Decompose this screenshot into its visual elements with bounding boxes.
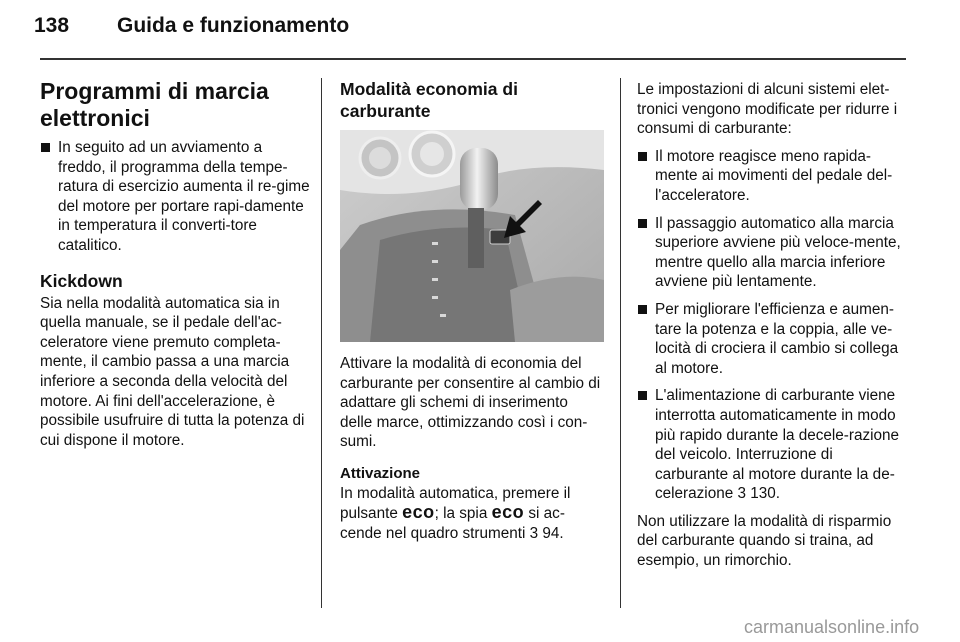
page-ref-icon: 3	[529, 524, 539, 542]
bullet-cold-start: In seguito ad un avviamento a freddo, il programma della tempe-ratura di esercizio aumenta il re-gime del motore per portare rapi-damente in temperatura il converti-tore catalitico.	[40, 138, 310, 256]
eco-symbol: eco	[402, 502, 435, 523]
page-ref-icon: 3	[737, 485, 746, 503]
bullet-engine-response: Il motore reagisce meno rapida-mente ai movimenti del pedale del-l'acceleratore.	[637, 147, 905, 206]
column-divider-1	[321, 78, 322, 608]
settings-intro: Le impostazioni di alcuni sistemi elet-tronici vengono modificate per ridurre i consumi di carburante:	[637, 81, 898, 138]
heading-activation: Attivazione	[340, 464, 421, 482]
header-rule	[40, 58, 906, 60]
column-middle	[340, 78, 604, 551]
kickdown-text: Sia nella modalità automatica sia in quella manuale, se il pedale dell'ac-celeratore viene premuto completa-mente, il cambio passa a una marcia inferiore a seconda della velocità del motore. Ai fini dell'accelerazione, è possibile usufruire di tutta la potenza di cui dispone il motore.	[40, 294, 305, 449]
heading-kickdown: Kickdown	[40, 270, 123, 291]
bullet-efficiency: Per migliorare l'efficienza e aumen-tare la potenza e la coppia, alle ve-locità di crociera il cambio si collega al motore.	[637, 300, 905, 378]
column-divider-2	[620, 78, 621, 608]
towing-note: Non utilizzare la modalità di risparmio del carburante quando si traina, ad esempio, un rimorchio.	[637, 512, 892, 570]
watermark: carmanualsonline.info	[744, 617, 920, 637]
column-right	[637, 80, 905, 579]
page-header	[34, 14, 349, 38]
bullet-fuel-cutoff: L'alimentazione di carburante viene interrotta automaticamente in modo più rapido durante la decele-razione del veicolo. Interruzione di carburante al motore durante la de-celerazione 3 130.	[637, 386, 905, 504]
activation-text: In modalità automatica, premere il pulsante eco; la spia eco si ac-cende nel quadro strumenti 3 94.	[340, 484, 571, 542]
section-title: Guida e funzionamento	[117, 14, 350, 37]
column-left	[40, 78, 310, 458]
ref-page: 130.	[750, 485, 781, 503]
page-number: 138	[34, 14, 70, 37]
heading-fuel-economy-mode: Modalità economia di carburante	[340, 79, 518, 121]
ref-page: 94.	[542, 524, 564, 542]
heading-electronic-programs: Programmi di marcia elettronici	[40, 78, 269, 131]
bullet-upshift: Il passaggio automatico alla marcia superiore avviene più veloce-mente, mentre quello alla marcia inferiore avviene più lentamente.	[637, 214, 905, 292]
gear-shifter-photo	[340, 130, 604, 342]
fuel-economy-intro: Attivare la modalità di economia del carburante per consentire al cambio di adattare gli schemi di inserimento delle marce, ottimizzando così i con-sumi.	[340, 355, 601, 451]
eco-indicator-symbol: eco	[491, 502, 525, 523]
